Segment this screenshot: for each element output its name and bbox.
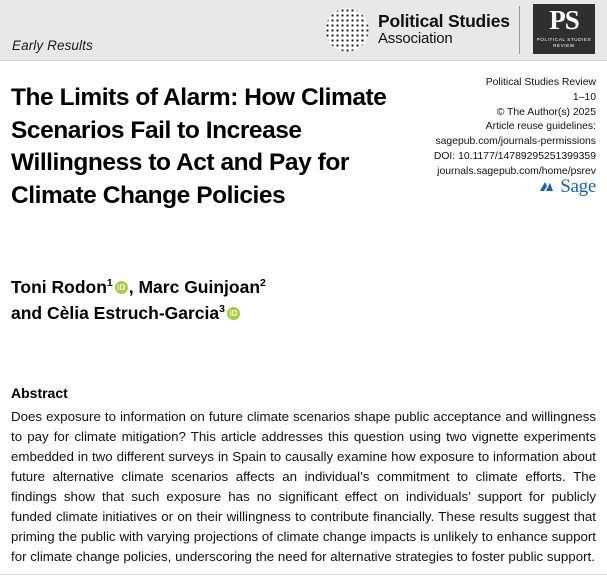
sage-publisher-logo bbox=[538, 176, 596, 198]
psa-wordmark-line2: Association bbox=[378, 30, 453, 48]
author-affiliation-marker-3: 3 bbox=[219, 303, 225, 316]
author-line-1 bbox=[11, 275, 441, 301]
psa-wordmark-line1: Political Studies bbox=[378, 10, 510, 31]
reuse-guidelines-label: Article reuse guidelines: bbox=[485, 121, 596, 133]
abstract-heading: Abstract bbox=[11, 385, 68, 401]
author-affiliation-marker-1: 1 bbox=[106, 277, 113, 290]
psa-wordmark bbox=[378, 12, 510, 48]
header-vertical-divider bbox=[519, 6, 520, 54]
political-studies-association-logo bbox=[325, 8, 510, 52]
author-line-2 bbox=[11, 301, 441, 327]
page-bottom-divider bbox=[0, 574, 607, 575]
orcid-icon-1[interactable] bbox=[115, 281, 128, 294]
sage-wordmark: Sage bbox=[560, 176, 596, 197]
author-name-2: , Marc Guinjoan bbox=[128, 277, 261, 297]
orcid-icon-2[interactable] bbox=[227, 307, 240, 320]
author-name-3: and Cèlia Estruch-Garcia bbox=[11, 302, 220, 323]
journal-home-url[interactable]: journals.sagepub.com/home/psrev bbox=[437, 165, 596, 177]
article-title: The Limits of Alarm: How Climate Scenarios Fail to Increase Willingness to Act and Pay for Climate Change Policies bbox=[11, 84, 387, 209]
author-name-1: Toni Rodon bbox=[11, 277, 107, 297]
journal-header-band bbox=[0, 0, 607, 61]
page-range: 1–10 bbox=[572, 91, 596, 103]
doi[interactable]: DOI: 10.1177/14789295251399359 bbox=[433, 150, 596, 162]
journal-name: Political Studies Review bbox=[485, 77, 596, 88]
permissions-url[interactable]: sagepub.com/journals-permissions bbox=[435, 136, 596, 148]
copyright: © The Author(s) 2025 bbox=[496, 106, 596, 118]
journal-badge-abbrev: PS bbox=[549, 5, 579, 35]
psa-dot-circle-icon bbox=[325, 8, 369, 52]
journal-metadata-block bbox=[326, 76, 596, 179]
early-results-label: Early Results bbox=[12, 38, 93, 53]
journal-badge bbox=[533, 4, 595, 54]
abstract-text: Does exposure to information on future climate scenarios shape public acceptance and willingness to pay for climate mitigation? This article addresses this question using two vignette experiments embedded in two different surveys in Spain to causally examine how exposure to information about future alternative climate scenarios affects an individual’s commitment to climate efforts. The findings show that such exposure has no significant effect on individuals’ support for publicly funded climate initiatives or on their willingness to contribute financially. These results suggest that priming the public with varying projections of climate change impacts is unlikely to enhance support for climate change policies, underscoring the need for alternative strategies to foster public support. bbox=[11, 409, 596, 564]
author-affiliation-marker-2: 2 bbox=[260, 277, 266, 290]
journal-badge-full-title: POLITICAL STUDIES REVIEW bbox=[536, 37, 592, 48]
author-list bbox=[11, 275, 441, 327]
sage-mark-icon bbox=[538, 179, 555, 196]
